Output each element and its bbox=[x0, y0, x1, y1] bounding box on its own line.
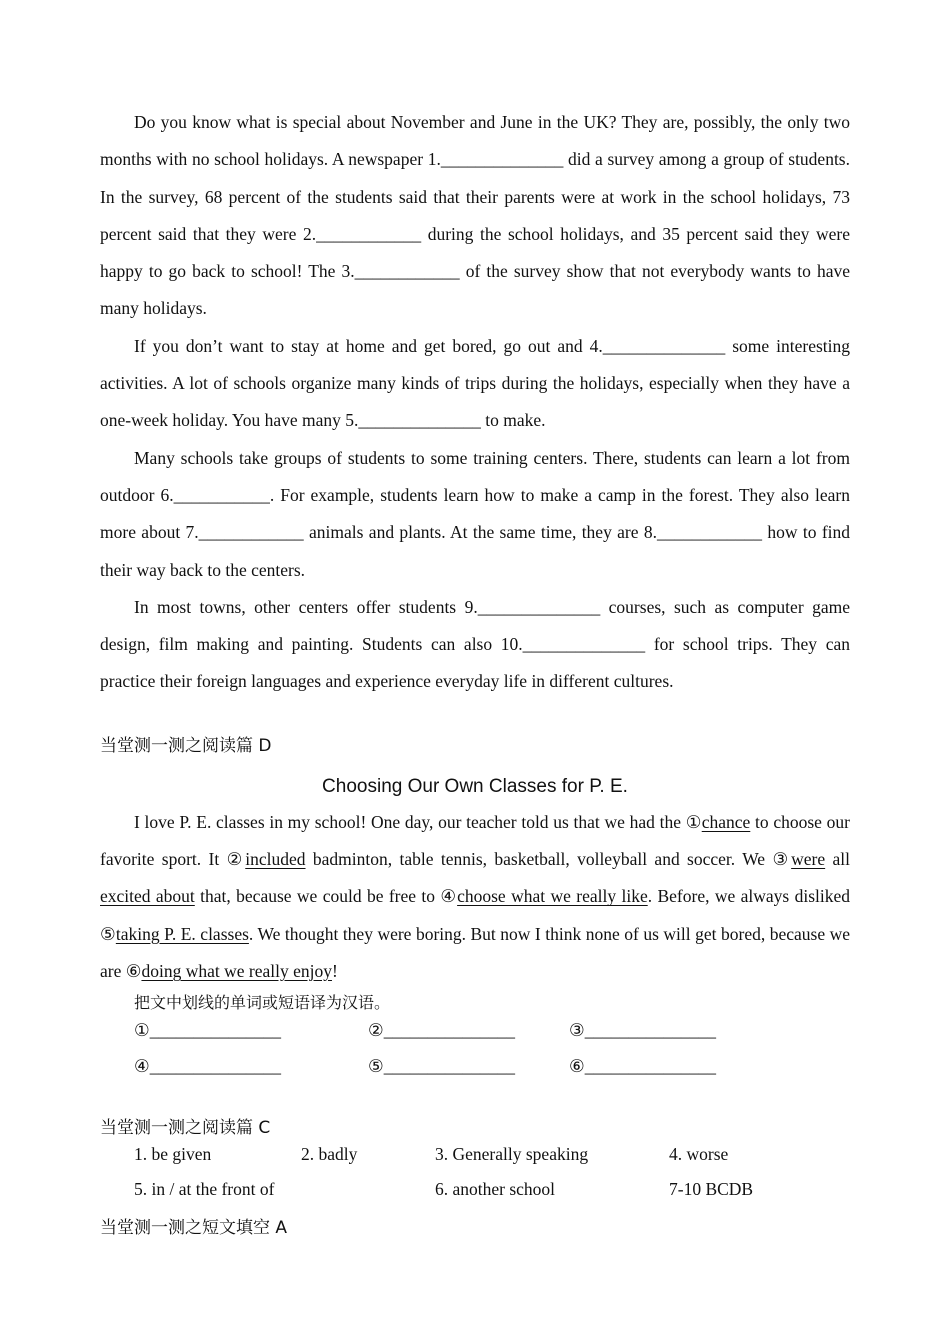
text-run: did a survey among a group of students. In the survey, 68 percent of the students said that their parents were at work in the school holidays, 73 percent said that they were 2. bbox=[100, 149, 850, 244]
answer-row-2 bbox=[100, 1050, 850, 1086]
key-item: 5. in / at the front of bbox=[134, 1179, 275, 1200]
text-run: I love P. E. classes in my school! One day, our teacher told us that we had the bbox=[134, 811, 686, 832]
text-run: for school trips. They can practice their foreign languages and experience everyday life in different cultures. bbox=[100, 634, 850, 692]
text-run: how to find their way back to the centers. bbox=[100, 522, 851, 580]
text-run: ! bbox=[331, 960, 338, 981]
answer-key-row-2 bbox=[100, 1175, 850, 1210]
answer-key-row-1 bbox=[100, 1140, 850, 1175]
blank-2[interactable]: ____________ bbox=[316, 223, 422, 244]
text-run: . Before, we always disliked bbox=[647, 886, 850, 907]
text-run: during the school holidays, and 35 percent said they were happy to go back to school! The 3. bbox=[100, 223, 851, 282]
blank-6[interactable]: ___________ bbox=[173, 484, 270, 505]
key-item: 1. be given bbox=[134, 1144, 212, 1165]
passage-paragraph-4 bbox=[100, 589, 850, 701]
text-run: courses, such as computer game design, film making and painting. Students can also 10. bbox=[100, 596, 850, 655]
blank-1[interactable]: ______________ bbox=[440, 149, 564, 170]
text-run: . For example, students learn how to make a camp in the forest. They also learn more about 7. bbox=[100, 484, 850, 543]
text-run: to make. bbox=[480, 410, 546, 431]
answer-row-1 bbox=[100, 1014, 850, 1050]
passage-paragraph-2 bbox=[100, 328, 850, 440]
text-run: animals and plants. At the same time, they are 8. bbox=[303, 522, 658, 543]
marker-6: ⑥ bbox=[125, 960, 142, 981]
underlined-term-6: doing what we really enjoy bbox=[141, 960, 332, 981]
answer-blank-4[interactable]: ④_______________ bbox=[134, 1056, 281, 1077]
underlined-term-2: included bbox=[245, 849, 306, 870]
blank-10[interactable]: ______________ bbox=[522, 634, 646, 655]
text-run: of the survey show that not everybody wants to have many holidays. bbox=[100, 261, 850, 319]
answer-blank-1[interactable]: ①_______________ bbox=[134, 1020, 281, 1041]
passage-paragraph-1 bbox=[100, 104, 850, 328]
underlined-term-1: chance bbox=[701, 811, 751, 832]
section-heading-reading-d: 当堂测一测之阅读篇 D bbox=[100, 735, 272, 756]
key-item: 3. Generally speaking bbox=[435, 1144, 589, 1165]
text-run: all bbox=[825, 849, 851, 870]
blank-4[interactable]: ______________ bbox=[602, 335, 726, 356]
key-item: 2. badly bbox=[301, 1144, 358, 1165]
marker-3: ③ bbox=[772, 849, 792, 870]
answer-blank-5[interactable]: ⑤_______________ bbox=[368, 1056, 515, 1077]
marker-5: ⑤ bbox=[100, 923, 116, 944]
answer-blank-2[interactable]: ②_______________ bbox=[368, 1020, 515, 1041]
blank-9[interactable]: ______________ bbox=[477, 596, 601, 617]
passage-paragraph-3 bbox=[100, 440, 850, 589]
section-heading-cloze-a: 当堂测一测之短文填空 A bbox=[100, 1218, 288, 1239]
text-run: If you don’t want to stay at home and get bored, go out and 4. bbox=[134, 335, 603, 356]
underlined-term-4: choose what we really like bbox=[457, 886, 648, 907]
reading-d-paragraph bbox=[100, 804, 850, 990]
underlined-term-3: were bbox=[791, 849, 826, 870]
marker-4: ④ bbox=[440, 886, 458, 907]
key-item: 7-10 BCDB bbox=[669, 1179, 754, 1200]
blank-7[interactable]: ____________ bbox=[198, 522, 304, 543]
text-run: Many schools take groups of students to some training centers. There, students can learn a lot from outdoor 6. bbox=[100, 447, 850, 505]
document-page bbox=[100, 104, 850, 1240]
section-heading-reading-c: 当堂测一测之阅读篇 C bbox=[100, 1118, 271, 1139]
text-run: Do you know what is special about November and June in the UK? They are, possibly, the only two months with no school holidays. A newspaper 1. bbox=[100, 112, 850, 170]
marker-1: ① bbox=[685, 811, 702, 832]
text-run: badminton, table tennis, basketball, volleyball and soccer. We bbox=[305, 849, 773, 870]
text-run: In most towns, other centers offer students 9. bbox=[134, 596, 478, 617]
underlined-term-3b: excited about bbox=[100, 886, 195, 907]
blank-3[interactable]: ____________ bbox=[354, 261, 460, 282]
blank-8[interactable]: ____________ bbox=[657, 522, 763, 543]
answer-blank-6[interactable]: ⑥_______________ bbox=[569, 1056, 716, 1077]
text-run: that, because we could be free to bbox=[194, 886, 441, 907]
marker-2: ② bbox=[226, 849, 246, 870]
translation-instruction: 把文中划线的单词或短语译为汉语。 bbox=[134, 993, 391, 1013]
text-run: to choose our favorite sport. It bbox=[100, 811, 850, 870]
text-run: . We thought they were boring. But now I think none of us will get bored, because we are bbox=[100, 923, 850, 981]
text-run: some interesting activities. A lot of schools organize many kinds of trips during the holidays, especially when they have a one-week holiday. You have many 5. bbox=[100, 335, 850, 431]
passage-title: Choosing Our Own Classes for P. E. bbox=[322, 775, 628, 797]
key-item: 4. worse bbox=[669, 1144, 729, 1165]
underlined-term-5: taking P. E. classes bbox=[115, 923, 249, 944]
answer-blank-3[interactable]: ③_______________ bbox=[569, 1020, 716, 1041]
blank-5[interactable]: ______________ bbox=[358, 410, 481, 431]
key-item: 6. another school bbox=[435, 1179, 556, 1200]
